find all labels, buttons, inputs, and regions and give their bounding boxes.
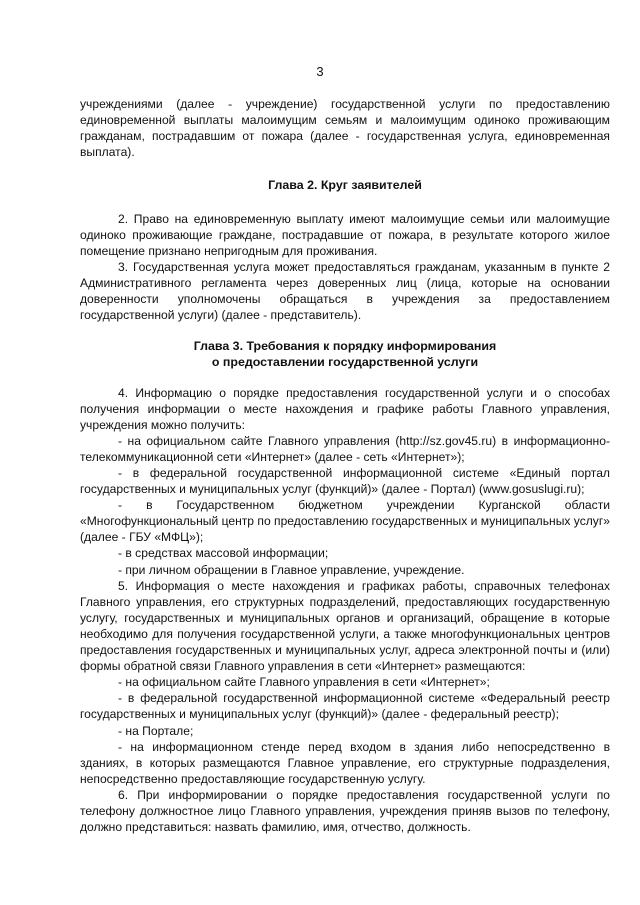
chapter-3-title-line2: о предоставлении государственной услуги: [211, 355, 479, 370]
chapter-2-title: Глава 2. Круг заявителей: [268, 178, 422, 193]
paragraph-2: 2. Право на единовременную выплату имеют малоимущие семьи или малоимущие одиноко проживающие граждане, пострадавшие от пожара, в результате которого жилое помещение признано непригодным для проживания.: [80, 211, 610, 259]
chapter-3-title-line1: Глава 3. Требования к порядку информирования: [193, 338, 497, 353]
paragraph-3: 3. Государственная услуга может предоставляться гражданам, указанным в пункте 2 Административного регламента через доверенных лиц (лица, которые на основании доверенности уполномочены обращаться в учреждения за предоставлением государственной услуги) (далее - представитель).: [80, 260, 610, 323]
intro-paragraph: учреждениями (далее - учреждение) государственной услуги по предоставлению единовременной выплаты малоимущим семьям и малоимущим одиноко проживающим гражданам, пострадавшим от пожара (далее - государственная услуга, единовременная выплата).: [80, 97, 610, 160]
list-item: - на Портале;: [118, 723, 194, 738]
document-body: [80, 96, 610, 835]
list-item: - на официальном сайте Главного управления (http://sz.gov45.ru) в информационно-телекоммуникационной сети «Интернет» (далее - сеть «Интернет»);: [80, 433, 610, 464]
paragraph-6: 6. При информировании о порядке предоставления государственной услуги по телефону должностное лицо Главного управления, учреждения приняв вызов по телефону, должно представиться: назвать фамилию, имя, отчество, должность.: [80, 787, 610, 835]
list-item: - при личном обращении в Главное управление, учреждение.: [118, 562, 465, 577]
list-item: - в федеральной государственной информационной системе «Единый портал государственных и муниципальных услуг (функций)» (далее - Портал) (www.gosuslugi.ru);: [80, 466, 610, 497]
list-item: - на официальном сайте Главного управления в сети «Интернет»;: [118, 675, 490, 690]
page-number: 3: [316, 64, 324, 79]
paragraph-5: 5. Информация о месте нахождения и графиках работы, справочных телефонах Главного управления, его структурных подразделений, предоставляющих государственную услугу, государственных и муниципальных органов и организаций, обращение в которые необходимо для получения государственной услуги, а также многофункциональных центров предоставления государственных и муниципальных услуг, адреса электронной почты и (или) формы обратной связи Главного управления в сети «Интернет» размещаются:: [80, 578, 610, 674]
list-item: - в Государственном бюджетном учреждении Курганской области «Многофункциональный центр по предоставлению государственных и муниципальных услуг» (далее - ГБУ «МФЦ»);: [80, 498, 610, 545]
list-item: - в федеральной государственной информационной системе «Федеральный реестр государственных и муниципальных услуг (функций)» (далее - федеральный реестр);: [80, 691, 610, 722]
list-item: - в средствах массовой информации;: [118, 546, 329, 561]
list-item: - на информационном стенде перед входом в здания либо непосредственно в зданиях, в которых размещаются Главное управление, его структурные подразделения, непосредственно предоставляющие государственную услугу.: [80, 739, 610, 786]
paragraph-4: 4. Информацию о порядке предоставления государственной услуги и о способах получения информации о месте нахождения и графике работы Главного управления, учреждения можно получить:: [80, 385, 610, 432]
